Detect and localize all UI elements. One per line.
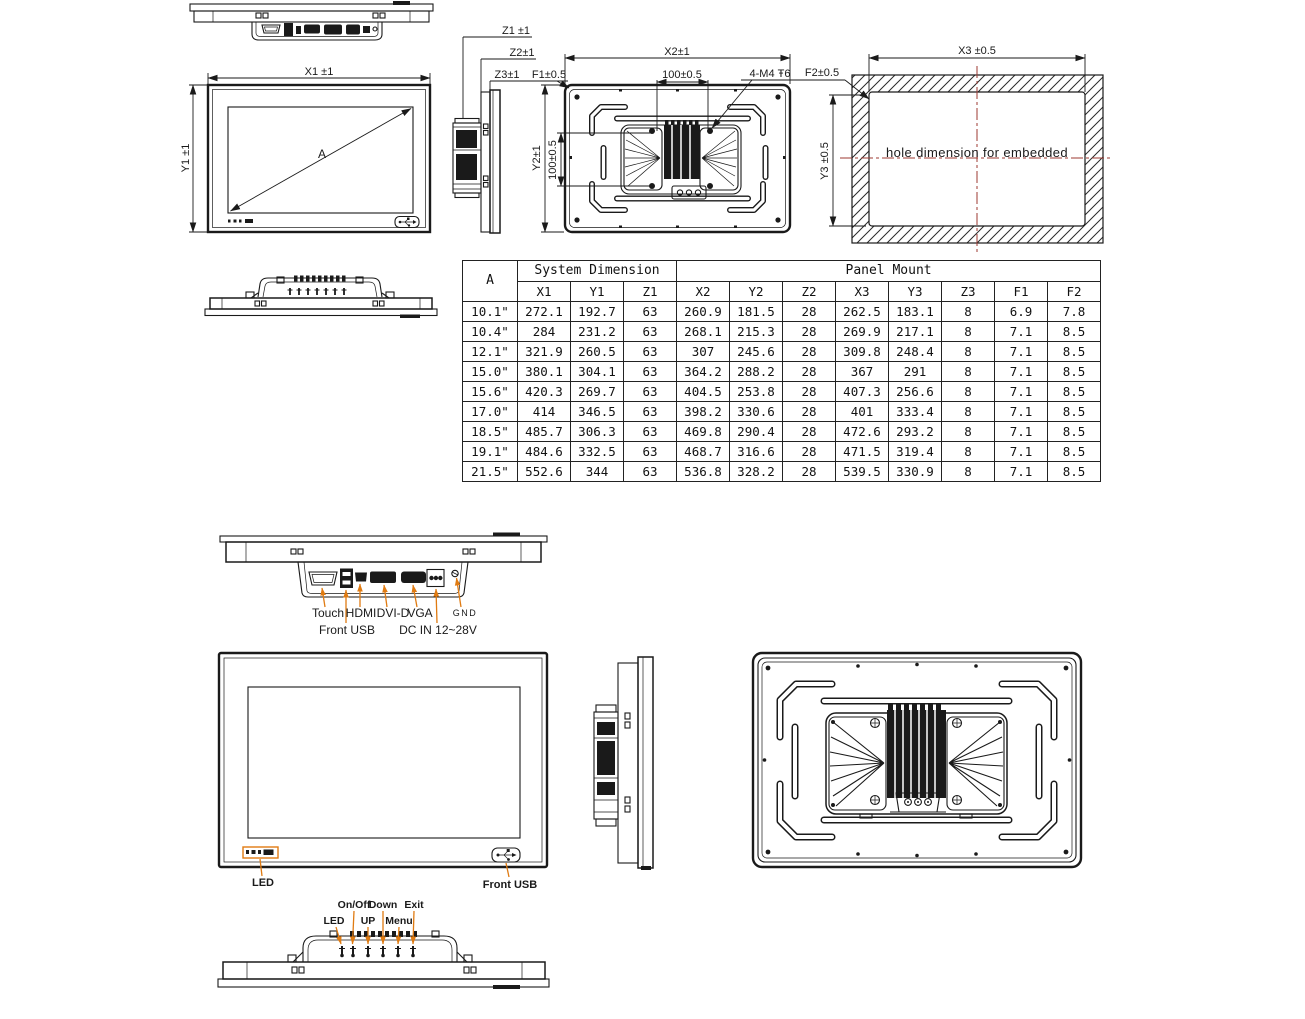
value-cell: 8 [942, 342, 995, 362]
value-cell: 485.7 [518, 422, 571, 442]
col-header: F2 [1048, 282, 1101, 302]
col-header: Y2 [730, 282, 783, 302]
label-up: UP [360, 915, 376, 927]
value-cell: 28 [783, 422, 836, 442]
value-cell: 330.6 [730, 402, 783, 422]
value-cell: 63 [624, 402, 677, 422]
dim-vesa-v: 100±0.5 [547, 140, 559, 180]
osd-view-labeled [218, 899, 549, 989]
value-cell: 328.2 [730, 462, 783, 482]
value-cell: 472.6 [836, 422, 889, 442]
col-header: F1 [995, 282, 1048, 302]
table-row [463, 382, 1101, 402]
value-cell: 321.9 [518, 342, 571, 362]
value-cell: 192.7 [571, 302, 624, 322]
table-row [463, 302, 1101, 322]
rear-view-large [753, 653, 1081, 867]
dimension-table-body [463, 302, 1101, 482]
value-cell: 8.5 [1048, 382, 1101, 402]
value-cell: 256.6 [889, 382, 942, 402]
value-cell: 8 [942, 382, 995, 402]
dimension-table [462, 260, 1101, 482]
value-cell: 539.5 [836, 462, 889, 482]
value-cell: 332.5 [571, 442, 624, 462]
value-cell: 8.5 [1048, 322, 1101, 342]
top-edge-view [190, 1, 433, 40]
value-cell: 420.3 [518, 382, 571, 402]
osd-edge-view [205, 276, 437, 319]
value-cell: 484.6 [518, 442, 571, 462]
value-cell: 7.1 [995, 382, 1048, 402]
value-cell: 248.4 [889, 342, 942, 362]
col-header: X3 [836, 282, 889, 302]
table-row [463, 402, 1101, 422]
value-cell: 291 [889, 362, 942, 382]
touch-serial-port [309, 572, 337, 585]
value-cell: 231.2 [571, 322, 624, 342]
value-cell: 245.6 [730, 342, 783, 362]
col-header: X1 [518, 282, 571, 302]
value-cell: 7.1 [995, 422, 1048, 442]
table-row [463, 442, 1101, 462]
dim-x1: X1 ±1 [304, 66, 334, 78]
value-cell: 468.7 [677, 442, 730, 462]
dim-z3: Z3±1 [494, 69, 520, 81]
size-cell: 18.5" [463, 422, 518, 442]
label-vga: VGA [407, 606, 433, 620]
value-cell: 262.5 [836, 302, 889, 322]
label-hdmi: HDMI [345, 606, 377, 620]
label-down: Down [368, 899, 398, 911]
value-cell: 316.6 [730, 442, 783, 462]
value-cell: 63 [624, 302, 677, 322]
vga-port [401, 572, 426, 584]
value-cell: 414 [518, 402, 571, 422]
value-cell: 63 [624, 442, 677, 462]
panel-mount-header: Panel Mount [677, 261, 1101, 282]
value-cell: 7.8 [1048, 302, 1101, 322]
size-cell: 15.6" [463, 382, 518, 402]
label-front-usb-bottom: Front USB [482, 879, 538, 891]
label-touch: Touch [311, 606, 345, 620]
value-cell: 8 [942, 402, 995, 422]
dim-y1: Y1 ±1 [180, 143, 192, 173]
front-view-large [219, 653, 547, 891]
table-group-header-row [463, 261, 1101, 282]
value-cell: 380.1 [518, 362, 571, 382]
table-row [463, 462, 1101, 482]
osd-buttons [339, 946, 416, 957]
value-cell: 28 [783, 302, 836, 322]
value-cell: 7.1 [995, 342, 1048, 362]
value-cell: 7.1 [995, 462, 1048, 482]
value-cell: 217.1 [889, 322, 942, 342]
value-cell: 333.4 [889, 402, 942, 422]
label-front-usb: Front USB [318, 623, 376, 637]
label-dc-in: DC IN 12~28V [399, 623, 477, 637]
value-cell: 401 [836, 402, 889, 422]
value-cell: 269.9 [836, 322, 889, 342]
front-usb-icon-small [395, 217, 419, 228]
value-cell: 552.6 [518, 462, 571, 482]
side-view-large [594, 657, 653, 870]
dvi-port [370, 572, 396, 584]
value-cell: 8 [942, 442, 995, 462]
embedded-note: hole dimension for embedded [885, 145, 1069, 160]
value-cell: 260.9 [677, 302, 730, 322]
value-cell: 63 [624, 342, 677, 362]
value-cell: 8.5 [1048, 402, 1101, 422]
value-cell: 288.2 [730, 362, 783, 382]
value-cell: 7.1 [995, 322, 1048, 342]
value-cell: 63 [624, 462, 677, 482]
table-row [463, 422, 1101, 442]
embedded-hole-view [800, 45, 1110, 252]
dim-vesa-h: 100±0.5 [662, 69, 702, 81]
value-cell: 293.2 [889, 422, 942, 442]
screw-depth-note: 4-M4 Ŧ6 [749, 68, 791, 80]
size-cell: 10.4" [463, 322, 518, 342]
value-cell: 330.9 [889, 462, 942, 482]
value-cell: 306.3 [571, 422, 624, 442]
value-cell: 63 [624, 422, 677, 442]
value-cell: 253.8 [730, 382, 783, 402]
value-cell: 8 [942, 362, 995, 382]
size-cell: 10.1" [463, 302, 518, 322]
col-header: X2 [677, 282, 730, 302]
value-cell: 272.1 [518, 302, 571, 322]
value-cell: 8 [942, 322, 995, 342]
col-header: Z2 [783, 282, 836, 302]
value-cell: 215.3 [730, 322, 783, 342]
label-dvi: DVI-D [376, 606, 410, 620]
dim-x3: X3 ±0.5 [958, 45, 996, 57]
value-cell: 367 [836, 362, 889, 382]
value-cell: 307 [677, 342, 730, 362]
value-cell: 8 [942, 422, 995, 442]
value-cell: 7.1 [995, 442, 1048, 462]
value-cell: 8.5 [1048, 442, 1101, 462]
value-cell: 28 [783, 462, 836, 482]
value-cell: 364.2 [677, 362, 730, 382]
system-dimension-header: System Dimension [518, 261, 677, 282]
value-cell: 8.5 [1048, 362, 1101, 382]
rear-io-connectors-top [262, 23, 377, 36]
dim-f2: F2±0.5 [804, 67, 840, 79]
hdmi-port [355, 573, 367, 582]
dim-y2: Y2±1 [531, 145, 543, 171]
value-cell: 269.7 [571, 382, 624, 402]
heatsink-fins-top [625, 120, 737, 186]
value-cell: 268.1 [677, 322, 730, 342]
value-cell: 8.5 [1048, 462, 1101, 482]
size-cell: 12.1" [463, 342, 518, 362]
label-osd-led: LED [323, 915, 345, 927]
dim-x2: X2±1 [664, 46, 690, 58]
value-cell: 28 [783, 402, 836, 422]
size-cell: 17.0" [463, 402, 518, 422]
value-cell: 290.4 [730, 422, 783, 442]
heatsink-fins-large [830, 704, 1003, 806]
label-on-off: On/Off [337, 899, 371, 911]
table-row [463, 342, 1101, 362]
value-cell: 471.5 [836, 442, 889, 462]
label-led: LED [252, 877, 274, 889]
gnd-screw [452, 570, 458, 576]
value-cell: 284 [518, 322, 571, 342]
col-header: Y1 [571, 282, 624, 302]
front-usb-icon-large [492, 848, 520, 862]
value-cell: 7.1 [995, 402, 1048, 422]
rear-view-top [531, 46, 800, 232]
value-cell: 28 [783, 342, 836, 362]
label-gnd: GND [452, 608, 478, 618]
value-cell: 8 [942, 462, 995, 482]
osd-buttons-row [288, 288, 347, 295]
size-cell: 19.1" [463, 442, 518, 462]
value-cell: 469.8 [677, 422, 730, 442]
front-led-marks [228, 219, 253, 223]
label-exit: Exit [404, 899, 424, 911]
table-row [463, 362, 1101, 382]
front-view-top [180, 66, 430, 232]
col-header: Y3 [889, 282, 942, 302]
value-cell: 63 [624, 362, 677, 382]
value-cell: 8.5 [1048, 422, 1101, 442]
value-cell: 63 [624, 382, 677, 402]
led-indicator-cluster [243, 847, 278, 858]
value-cell: 404.5 [677, 382, 730, 402]
value-cell: 309.8 [836, 342, 889, 362]
value-cell: 28 [783, 362, 836, 382]
front-usb-port [340, 569, 353, 589]
col-header: Z3 [942, 282, 995, 302]
dim-z1: Z1 ±1 [501, 25, 531, 37]
value-cell: 260.5 [571, 342, 624, 362]
size-cell: 21.5" [463, 462, 518, 482]
dim-f1: F1±0.5 [531, 69, 567, 81]
table-column-header-row [463, 282, 1101, 302]
value-cell: 304.1 [571, 362, 624, 382]
value-cell: 28 [783, 382, 836, 402]
size-cell: 15.0" [463, 362, 518, 382]
table-corner-header: A [463, 261, 518, 302]
value-cell: 181.5 [730, 302, 783, 322]
value-cell: 7.1 [995, 362, 1048, 382]
value-cell: 6.9 [995, 302, 1048, 322]
value-cell: 28 [783, 442, 836, 462]
value-cell: 536.8 [677, 462, 730, 482]
value-cell: 344 [571, 462, 624, 482]
diagonal-size-label: A [317, 147, 327, 161]
dim-y3: Y3 ±0.5 [819, 142, 831, 180]
value-cell: 319.4 [889, 442, 942, 462]
value-cell: 8.5 [1048, 342, 1101, 362]
col-header: Z1 [624, 282, 677, 302]
dc-in-port [427, 570, 444, 587]
dim-z2: Z2±1 [509, 47, 535, 59]
serrated-vent [294, 276, 346, 282]
label-menu: Menu [385, 915, 413, 927]
io-ports-view [220, 533, 547, 638]
value-cell: 28 [783, 322, 836, 342]
value-cell: 63 [624, 322, 677, 342]
value-cell: 183.1 [889, 302, 942, 322]
table-row [463, 322, 1101, 342]
value-cell: 346.5 [571, 402, 624, 422]
value-cell: 407.3 [836, 382, 889, 402]
value-cell: 398.2 [677, 402, 730, 422]
side-view-top [453, 25, 569, 233]
value-cell: 8 [942, 302, 995, 322]
